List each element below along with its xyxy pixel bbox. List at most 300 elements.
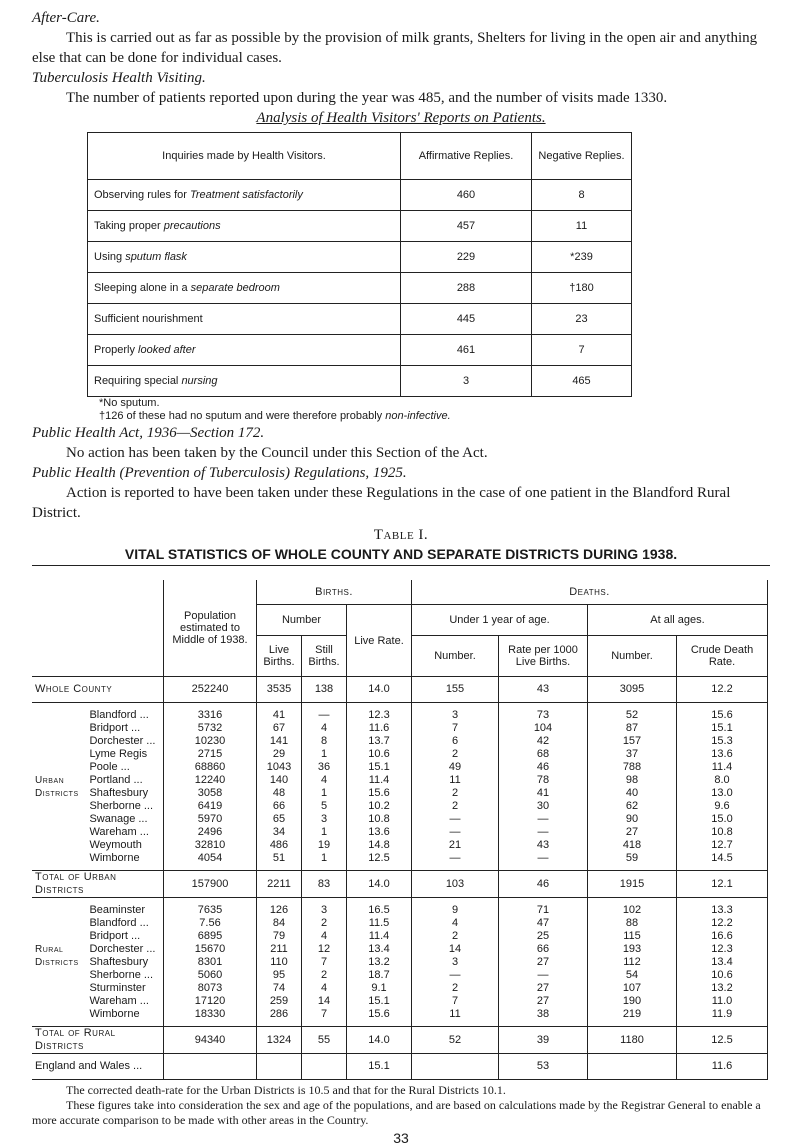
stat-cell: 1	[302, 826, 347, 839]
stat-cell: 7635	[164, 898, 257, 918]
stat-cell: 5060	[164, 969, 257, 982]
stat-cell: 54	[588, 969, 677, 982]
stat-cell: 110	[257, 956, 302, 969]
analysis-inquiry: Sleeping alone in a separate bedroom	[88, 273, 401, 304]
district-name: Wareham ...	[86, 826, 163, 839]
stat-cell: 14.8	[347, 839, 412, 852]
group-label	[32, 800, 86, 813]
district-name: Sturminster	[86, 982, 163, 995]
group-label: Districts	[35, 788, 79, 799]
corrected-death-rate-note: The corrected death-rate for the Urban Districts is 10.5 and that for the Rural Districts 10.1.	[66, 1083, 506, 1097]
analysis-affirmative: 288	[401, 273, 532, 304]
stat-cell: 15.0	[677, 813, 768, 826]
stat-cell: 15.6	[347, 787, 412, 800]
stat-cell: 8	[302, 735, 347, 748]
corner-cell	[32, 580, 164, 677]
stat-cell: 7	[302, 1008, 347, 1027]
stat-cell: 30	[499, 800, 588, 813]
stat-cell: 10.8	[347, 813, 412, 826]
stat-cell: 13.6	[677, 748, 768, 761]
stat-cell: 11	[412, 1008, 499, 1027]
stat-cell: —	[499, 826, 588, 839]
analysis-inquiry: Requiring special nursing	[88, 366, 401, 397]
stat-cell: 14	[412, 943, 499, 956]
district-name: Blandford ...	[86, 703, 163, 723]
stat-cell: 13.0	[677, 787, 768, 800]
analysis-header-affirmative: Affirmative Replies.	[401, 133, 532, 180]
stat-cell: 37	[588, 748, 677, 761]
stat-cell: 11.4	[347, 774, 412, 787]
group-label: Rural	[35, 944, 64, 955]
stat-cell: 3	[302, 813, 347, 826]
stat-cell: 140	[257, 774, 302, 787]
stat-cell: 3095	[588, 677, 677, 703]
urban-district-row	[32, 722, 768, 735]
stat-cell: —	[499, 969, 588, 982]
stat-cell: 84	[257, 917, 302, 930]
group-label	[32, 813, 86, 826]
group-label	[32, 722, 86, 735]
stat-cell: 15.1	[677, 722, 768, 735]
stat-cell: 38	[499, 1008, 588, 1027]
stat-cell: 12.2	[677, 677, 768, 703]
stat-cell: 12.7	[677, 839, 768, 852]
stat-cell: —	[302, 703, 347, 723]
stat-cell: 13.2	[677, 982, 768, 995]
stat-cell: 4	[302, 982, 347, 995]
group-label	[32, 995, 86, 1008]
stat-cell: 788	[588, 761, 677, 774]
rural-district-row	[32, 956, 768, 969]
stat-cell: 27	[588, 826, 677, 839]
district-name: Shaftesbury	[86, 956, 163, 969]
stat-cell: 11.4	[677, 761, 768, 774]
stat-cell: 10.8	[677, 826, 768, 839]
stat-cell: 1043	[257, 761, 302, 774]
analysis-negative: 7	[532, 335, 632, 366]
figures-explanation: These figures take into consideration the sex and age of the populations, and are based on calculations made by the Registrar General to enable a more accurate comparison to be made with other areas in the Country.	[32, 1098, 761, 1127]
stat-cell: 94340	[164, 1027, 257, 1054]
analysis-table	[87, 132, 632, 397]
stat-cell: 8.0	[677, 774, 768, 787]
district-name: Bridport ...	[86, 722, 163, 735]
urban-district-row	[32, 735, 768, 748]
stat-cell: 286	[257, 1008, 302, 1027]
rural-district-row	[32, 898, 768, 918]
stat-cell: —	[412, 852, 499, 871]
stat-cell: 418	[588, 839, 677, 852]
stat-cell: 9.6	[677, 800, 768, 813]
analysis-negative: †180	[532, 273, 632, 304]
group-label	[32, 852, 86, 871]
stat-cell: 1324	[257, 1027, 302, 1054]
group-label	[32, 703, 86, 723]
stat-cell: —	[412, 813, 499, 826]
stat-cell: 486	[257, 839, 302, 852]
stat-cell: 4	[412, 917, 499, 930]
stat-cell: 8301	[164, 956, 257, 969]
group-label: Urban	[35, 775, 65, 786]
group-label	[32, 982, 86, 995]
after-care-text: This is carried out as far as possible by the provision of milk grants, Shelters for living in the open air and anything else that can be done for individual cases.	[32, 30, 758, 66]
stat-cell: 88	[588, 917, 677, 930]
rural-district-row	[32, 969, 768, 982]
stat-cell: 107	[588, 982, 677, 995]
stat-cell: 68860	[164, 761, 257, 774]
stat-cell: 3058	[164, 787, 257, 800]
district-name: Beaminster	[86, 898, 163, 918]
stat-cell: 47	[499, 917, 588, 930]
stat-cell: 62	[588, 800, 677, 813]
stat-cell: 15670	[164, 943, 257, 956]
stat-cell: 2	[412, 930, 499, 943]
vital-statistics-table	[32, 580, 768, 1080]
analysis-negative: 23	[532, 304, 632, 335]
district-name: Shaftesbury	[86, 787, 163, 800]
stat-cell: 1	[302, 748, 347, 761]
stat-cell: 2	[302, 917, 347, 930]
district-name: Dorchester ...	[86, 943, 163, 956]
stat-cell: 3	[412, 956, 499, 969]
urban-district-row	[32, 800, 768, 813]
stat-cell: 59	[588, 852, 677, 871]
group-label	[32, 761, 86, 774]
district-name: Weymouth	[86, 839, 163, 852]
district-name: Swanage ...	[86, 813, 163, 826]
stat-cell	[412, 1054, 499, 1080]
district-name: Wimborne	[86, 852, 163, 871]
stat-cell: 138	[302, 677, 347, 703]
stat-cell: 43	[499, 839, 588, 852]
analysis-affirmative: 460	[401, 180, 532, 211]
analysis-negative: 11	[532, 211, 632, 242]
analysis-row	[88, 335, 632, 366]
group-label: Districts	[35, 957, 79, 968]
whole-county-row	[32, 677, 768, 703]
urban-district-row	[32, 826, 768, 839]
stat-cell: 15.1	[347, 1054, 412, 1080]
stat-cell: 43	[499, 677, 588, 703]
stat-cell: 15.1	[347, 995, 412, 1008]
note-non-infective: †126 of these had no sputum and were therefore probably non-infective.	[99, 410, 451, 422]
header-population: Population estimated to Middle of 1938.	[164, 580, 257, 677]
stat-cell: 12	[302, 943, 347, 956]
stat-cell: 104	[499, 722, 588, 735]
stat-cell: 2	[412, 748, 499, 761]
stat-cell: 15.6	[347, 1008, 412, 1027]
stat-cell: 16.6	[677, 930, 768, 943]
header-u1-number: Number.	[412, 636, 499, 677]
stat-cell: 83	[302, 871, 347, 898]
stat-cell: 27	[499, 995, 588, 1008]
stat-cell: 78	[499, 774, 588, 787]
stat-cell: 4054	[164, 852, 257, 871]
stat-cell: 42	[499, 735, 588, 748]
analysis-notes	[87, 397, 770, 423]
stat-cell: 25	[499, 930, 588, 943]
stat-cell: 7	[302, 956, 347, 969]
rural-district-row	[32, 982, 768, 995]
urban-district-row	[32, 852, 768, 871]
stat-cell: 51	[257, 852, 302, 871]
stat-cell: 27	[499, 956, 588, 969]
analysis-negative: 465	[532, 366, 632, 397]
stat-cell: 27	[499, 982, 588, 995]
vital-stats-title: VITAL STATISTICS OF WHOLE COUNTY AND SEPARATE DISTRICTS DURING 1938.	[32, 545, 770, 566]
stat-cell: 2211	[257, 871, 302, 898]
row-label: Whole County	[32, 677, 164, 703]
stat-cell: 52	[588, 703, 677, 723]
group-label	[32, 969, 86, 982]
analysis-row	[88, 304, 632, 335]
header-deaths: Deaths.	[412, 580, 768, 605]
stat-cell: 2	[412, 787, 499, 800]
analysis-inquiry: Observing rules for Treatment satisfactorily	[88, 180, 401, 211]
stat-cell: 9	[412, 898, 499, 918]
stat-cell: 2496	[164, 826, 257, 839]
stat-cell: 1915	[588, 871, 677, 898]
tb-visiting-heading: Tuberculosis Health Visiting.	[32, 70, 206, 86]
stat-cell: 13.3	[677, 898, 768, 918]
rural-district-row	[32, 995, 768, 1008]
stat-cell: 102	[588, 898, 677, 918]
stat-cell: 6	[412, 735, 499, 748]
stat-cell: 14	[302, 995, 347, 1008]
analysis-header-inquiries: Inquiries made by Health Visitors.	[88, 133, 401, 180]
rural-district-row	[32, 1008, 768, 1027]
analysis-negative: 8	[532, 180, 632, 211]
stat-cell: 211	[257, 943, 302, 956]
pha-heading: Public Health Act, 1936—Section 172.	[32, 425, 265, 441]
stat-cell: 1	[302, 787, 347, 800]
stat-cell: 14.0	[347, 871, 412, 898]
stat-cell: 2	[412, 800, 499, 813]
analysis-title: Analysis of Health Visitors' Reports on Patients.	[256, 110, 546, 126]
page-number: 33	[393, 1130, 409, 1146]
stat-cell: 219	[588, 1008, 677, 1027]
stat-cell: 10.2	[347, 800, 412, 813]
rural-district-row	[32, 930, 768, 943]
stat-cell: 19	[302, 839, 347, 852]
stat-cell: 1	[302, 852, 347, 871]
stat-cell: 15.6	[677, 703, 768, 723]
stat-cell: 46	[499, 761, 588, 774]
stat-cell	[257, 1054, 302, 1080]
header-still-births: Still Births.	[302, 636, 347, 677]
stat-cell: 74	[257, 982, 302, 995]
row-label: Total of Rural Districts	[32, 1027, 164, 1054]
stat-cell	[164, 1054, 257, 1080]
header-live-births: Live Births.	[257, 636, 302, 677]
header-all-ages: At all ages.	[588, 605, 768, 636]
rural-total-row	[32, 1027, 768, 1054]
header-crude-rate: Crude Death Rate.	[677, 636, 768, 677]
stat-cell: 7.56	[164, 917, 257, 930]
header-under-1: Under 1 year of age.	[412, 605, 588, 636]
rural-district-row	[32, 917, 768, 930]
district-name: Wimborne	[86, 1008, 163, 1027]
tb-visiting-text: The number of patients reported upon during the year was 485, and the number of visits made 1330.	[66, 90, 668, 106]
stat-cell: 40	[588, 787, 677, 800]
stat-cell: 4	[302, 722, 347, 735]
stat-cell: 5	[302, 800, 347, 813]
analysis-row	[88, 366, 632, 397]
analysis-header-negative: Negative Replies.	[532, 133, 632, 180]
stat-cell: 49	[412, 761, 499, 774]
stat-cell	[302, 1054, 347, 1080]
urban-district-row	[32, 748, 768, 761]
stat-cell: 18330	[164, 1008, 257, 1027]
stat-cell: 126	[257, 898, 302, 918]
stat-cell: 10230	[164, 735, 257, 748]
pha-text: No action has been taken by the Council under this Section of the Act.	[66, 445, 488, 461]
regs-heading: Public Health (Prevention of Tuberculosis) Regulations, 1925.	[32, 465, 407, 481]
header-all-number: Number.	[588, 636, 677, 677]
stat-cell: 190	[588, 995, 677, 1008]
stat-cell: 71	[499, 898, 588, 918]
stat-cell: 53	[499, 1054, 588, 1080]
stat-cell: 95	[257, 969, 302, 982]
stat-cell: 157900	[164, 871, 257, 898]
stat-cell: 5970	[164, 813, 257, 826]
urban-district-row	[32, 761, 768, 774]
analysis-row	[88, 242, 632, 273]
stat-cell: 29	[257, 748, 302, 761]
stat-cell: 3	[302, 898, 347, 918]
stat-cell: 12.3	[677, 943, 768, 956]
stat-cell: 12.1	[677, 871, 768, 898]
stat-cell: 39	[499, 1027, 588, 1054]
stat-cell: 15.1	[347, 761, 412, 774]
urban-district-row	[32, 787, 768, 800]
header-births: Births.	[257, 580, 412, 605]
stat-cell: 13.6	[347, 826, 412, 839]
stat-cell: 11.6	[677, 1054, 768, 1080]
stat-cell: 13.4	[347, 943, 412, 956]
stat-cell: 5732	[164, 722, 257, 735]
stat-cell: 6419	[164, 800, 257, 813]
stat-cell: 46	[499, 871, 588, 898]
stat-cell: 252240	[164, 677, 257, 703]
stat-cell: 12.2	[677, 917, 768, 930]
table-label: Table I.	[373, 527, 429, 543]
group-label	[32, 898, 86, 918]
stat-cell: 36	[302, 761, 347, 774]
analysis-affirmative: 461	[401, 335, 532, 366]
urban-district-row	[32, 813, 768, 826]
stat-cell: —	[412, 969, 499, 982]
analysis-inquiry: Taking proper precautions	[88, 211, 401, 242]
stat-cell: 11.0	[677, 995, 768, 1008]
stat-cell	[588, 1054, 677, 1080]
stat-cell: 87	[588, 722, 677, 735]
stat-cell: 2	[302, 969, 347, 982]
stat-cell: 12.3	[347, 703, 412, 723]
stat-cell: 115	[588, 930, 677, 943]
stat-cell: 2715	[164, 748, 257, 761]
header-live-rate: Live Rate.	[347, 605, 412, 677]
group-label	[32, 1008, 86, 1027]
analysis-row	[88, 211, 632, 242]
analysis-inquiry: Using sputum flask	[88, 242, 401, 273]
stat-cell: 13.7	[347, 735, 412, 748]
stat-cell: 68	[499, 748, 588, 761]
stat-cell: 48	[257, 787, 302, 800]
stat-cell: 32810	[164, 839, 257, 852]
stat-cell: 79	[257, 930, 302, 943]
england-wales-row	[32, 1054, 768, 1080]
analysis-inquiry: Properly looked after	[88, 335, 401, 366]
stat-cell: 67	[257, 722, 302, 735]
stat-cell: 10.6	[677, 969, 768, 982]
analysis-inquiry: Sufficient nourishment	[88, 304, 401, 335]
stat-cell: 66	[257, 800, 302, 813]
row-label: Total of Urban Districts	[32, 871, 164, 898]
stat-cell: 12240	[164, 774, 257, 787]
stat-cell: —	[412, 826, 499, 839]
analysis-row	[88, 273, 632, 304]
district-name: Lyme Regis	[86, 748, 163, 761]
after-care-heading: After-Care.	[32, 10, 100, 26]
stat-cell: 73	[499, 703, 588, 723]
stat-cell: 11.9	[677, 1008, 768, 1027]
footer-notes	[32, 1083, 770, 1128]
urban-total-row	[32, 871, 768, 898]
stat-cell: 13.2	[347, 956, 412, 969]
stat-cell: 157	[588, 735, 677, 748]
stat-cell: 7	[412, 995, 499, 1008]
stat-cell: 4	[302, 930, 347, 943]
stat-cell: 2	[412, 982, 499, 995]
stat-cell: 98	[588, 774, 677, 787]
stat-cell: 259	[257, 995, 302, 1008]
group-label	[32, 930, 86, 943]
stat-cell: 66	[499, 943, 588, 956]
district-name: Sherborne ...	[86, 969, 163, 982]
stat-cell: —	[499, 852, 588, 871]
district-name: Sherborne ...	[86, 800, 163, 813]
urban-district-row	[32, 839, 768, 852]
stat-cell: 18.7	[347, 969, 412, 982]
stat-cell: 6895	[164, 930, 257, 943]
note-no-sputum: *No sputum.	[99, 397, 160, 409]
stat-cell: 11	[412, 774, 499, 787]
group-label	[32, 735, 86, 748]
stat-cell: 52	[412, 1027, 499, 1054]
urban-district-row	[32, 774, 768, 787]
stat-cell: 41	[257, 703, 302, 723]
stat-cell: 90	[588, 813, 677, 826]
district-name: Portland ...	[86, 774, 163, 787]
header-rate-per-1000: Rate per 1000 Live Births.	[499, 636, 588, 677]
stat-cell: 16.5	[347, 898, 412, 918]
analysis-affirmative: 457	[401, 211, 532, 242]
stat-cell: 11.6	[347, 722, 412, 735]
stat-cell: 1180	[588, 1027, 677, 1054]
stat-cell: 65	[257, 813, 302, 826]
stat-cell: 10.6	[347, 748, 412, 761]
district-name: Bridport ...	[86, 930, 163, 943]
stat-cell: 3	[412, 703, 499, 723]
district-name: Wareham ...	[86, 995, 163, 1008]
analysis-row	[88, 180, 632, 211]
stat-cell: 55	[302, 1027, 347, 1054]
analysis-affirmative: 3	[401, 366, 532, 397]
stat-cell: 34	[257, 826, 302, 839]
stat-cell: 13.4	[677, 956, 768, 969]
urban-district-row	[32, 703, 768, 723]
stat-cell: 141	[257, 735, 302, 748]
